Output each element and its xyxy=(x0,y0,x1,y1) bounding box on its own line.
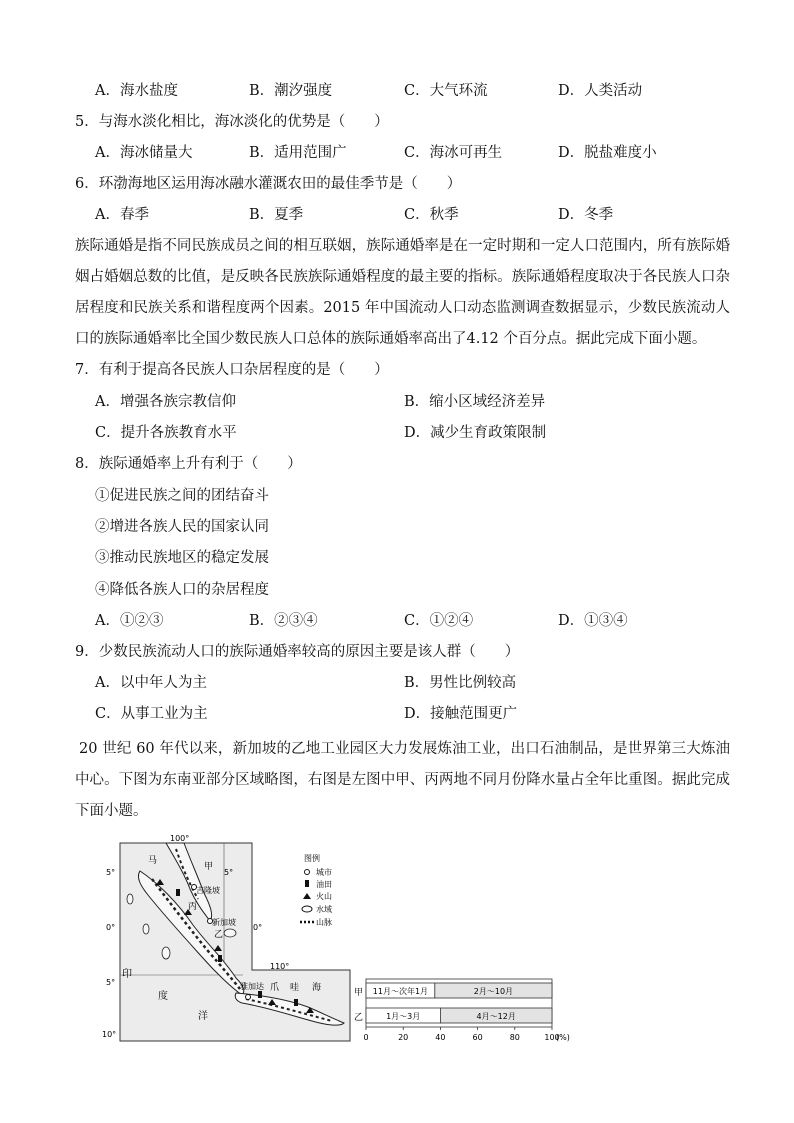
chart-tick-label: 0 xyxy=(363,1033,369,1042)
option-b: B．适用范围广 xyxy=(249,145,347,161)
label-jakarta: 雅加达 xyxy=(240,982,264,991)
lon-label-110: 110° xyxy=(270,962,290,971)
chart-category-label: 甲 xyxy=(354,988,364,998)
label-yin: 印 xyxy=(122,969,132,980)
lat-label-0: 0° xyxy=(106,923,116,932)
option-a: A．以中年人为主 xyxy=(95,675,207,691)
chart-segment-label: 2月～10月 xyxy=(473,987,514,996)
chart-segment-label: 1月～3月 xyxy=(386,1012,421,1021)
question-7-stem: 7．有利于提高各民族人口杂居程度的是（ ） xyxy=(75,362,389,378)
label-wa: 哇 xyxy=(290,983,300,993)
lat-label-right-5n: 5° xyxy=(224,868,234,877)
option-d: D．减少生育政策限制 xyxy=(404,425,547,441)
lat-label-10s: 10° xyxy=(102,1030,117,1039)
chart-segment-label: 4月～12月 xyxy=(476,1012,516,1021)
legend-title: 图例 xyxy=(304,854,320,863)
label-du: 度 xyxy=(158,991,168,1002)
label-zhua: 爪 xyxy=(270,983,280,993)
passage-singapore: 20 世纪 60 年代以来，新加坡的乙地工业园区大力发展炼油工业，出口石油制品，是世界第三大炼油中心。下图为东南亚部分区域略图，右图是左图中甲、丙两地不同月份降水量占全年比重图。据此完成下面小题。 xyxy=(75,741,730,819)
option-a: A．①②③ xyxy=(95,613,164,629)
option-c: C．秋季 xyxy=(404,207,459,223)
region-map xyxy=(102,834,350,1041)
chart-tick-label: 40 xyxy=(435,1033,446,1042)
label-hai: 海 xyxy=(312,983,322,993)
legend-label-mountain: 山脉 xyxy=(316,918,332,927)
lat-label-5n: 5° xyxy=(106,868,116,877)
statement-1: ①促进民族之间的团结奋斗 xyxy=(95,488,269,504)
question-6-stem: 6．环渤海地区运用海冰融水灌溉农田的最佳季节是（ ） xyxy=(75,176,462,192)
label-ma: 马 xyxy=(148,856,158,866)
lon-label-100: 100° xyxy=(170,834,190,843)
label-bing: 丙 xyxy=(188,902,198,912)
chart-category-label: 乙 xyxy=(354,1013,364,1023)
legend-label-city: 城市 xyxy=(316,868,332,877)
option-a: A．增强各族宗教信仰 xyxy=(95,394,236,410)
option-c: C．提升各族教育水平 xyxy=(95,425,237,441)
option-d: D．冬季 xyxy=(558,207,614,223)
map-legend xyxy=(300,853,332,927)
option-b: B．潮汐强度 xyxy=(249,83,333,99)
water-icon xyxy=(302,906,312,912)
precipitation-chart xyxy=(354,979,570,1042)
option-a: A．海水盐度 xyxy=(95,83,178,99)
chart-tick-label: 60 xyxy=(472,1033,483,1042)
option-b: B．②③④ xyxy=(249,613,318,629)
label-kuala-lumpur: 吉隆坡 xyxy=(196,886,220,895)
statement-3: ③推动民族地区的稳定发展 xyxy=(95,550,269,566)
statement-2: ②增进各族人民的国家认同 xyxy=(95,519,269,535)
lat-label-right-0: 0° xyxy=(253,923,263,932)
volcano-icon xyxy=(303,893,311,899)
statement-4: ④降低各族人口的杂居程度 xyxy=(95,582,269,598)
option-a: A．海冰储量大 xyxy=(95,145,193,161)
question-5-stem: 5．与海水淡化相比，海冰淡化的优势是（ ） xyxy=(75,114,389,130)
legend-label-water: 水域 xyxy=(316,905,332,914)
chart-tick-label: 80 xyxy=(509,1033,520,1042)
option-c: C．①②④ xyxy=(404,613,474,629)
label-singapore: 新加坡 xyxy=(212,918,236,927)
legend-label-volcano: 火山 xyxy=(316,892,332,901)
oilfield-icon xyxy=(305,880,309,887)
figure-svg xyxy=(102,833,588,1058)
passage-intermarriage: 族际通婚是指不同民族成员之间的相互联姻，族际通婚率是在一定时期和一定人口范围内，所有族际婚姻占婚姻总数的比值，是反映各民族族际通婚程度的最主要的指标。族际通婚程度取决于各民族人口杂居程度和民族关系和谐程度两个因素。2015 年中国流动人口动态监测调查数据显示，少数民族流动人口的族际通婚率比全国少数民族人口总体的族际通婚率高出了4.12 个百分点。据此完成下面小题。 xyxy=(75,238,730,347)
option-b: B．男性比例较高 xyxy=(404,675,517,691)
option-d: D．人类活动 xyxy=(558,83,643,99)
option-d: D．脱盐难度小 xyxy=(558,145,657,161)
option-d: D．①③④ xyxy=(558,613,628,629)
figure-southeast-asia xyxy=(102,833,588,1058)
option-b: B．缩小区域经济差异 xyxy=(404,394,546,410)
label-yi: 乙 xyxy=(214,930,224,940)
option-c: C．大气环流 xyxy=(404,83,488,99)
chart-unit-label: (%) xyxy=(556,1033,570,1042)
chart-tick-label: 20 xyxy=(398,1033,409,1042)
option-c: C．海冰可再生 xyxy=(404,145,503,161)
lat-label-5s: 5° xyxy=(106,978,116,987)
chart-segment-label: 11月～次年1月 xyxy=(372,987,429,996)
city-icon xyxy=(305,870,310,875)
question-8-stem: 8．族际通婚率上升有利于（ ） xyxy=(75,456,302,472)
option-a: A．春季 xyxy=(95,207,149,223)
question-9-stem: 9．少数民族流动人口的族际通婚率较高的原因主要是该人群（ ） xyxy=(75,644,520,660)
legend-label-oilfield: 油田 xyxy=(316,880,332,889)
label-yang: 洋 xyxy=(198,1011,208,1022)
chart-tick-label: 100 xyxy=(544,1033,560,1042)
option-b: B．夏季 xyxy=(249,207,304,223)
label-jia: 甲 xyxy=(204,862,214,872)
option-c: C．从事工业为主 xyxy=(95,706,208,722)
option-d: D．接触范围更广 xyxy=(404,706,518,722)
